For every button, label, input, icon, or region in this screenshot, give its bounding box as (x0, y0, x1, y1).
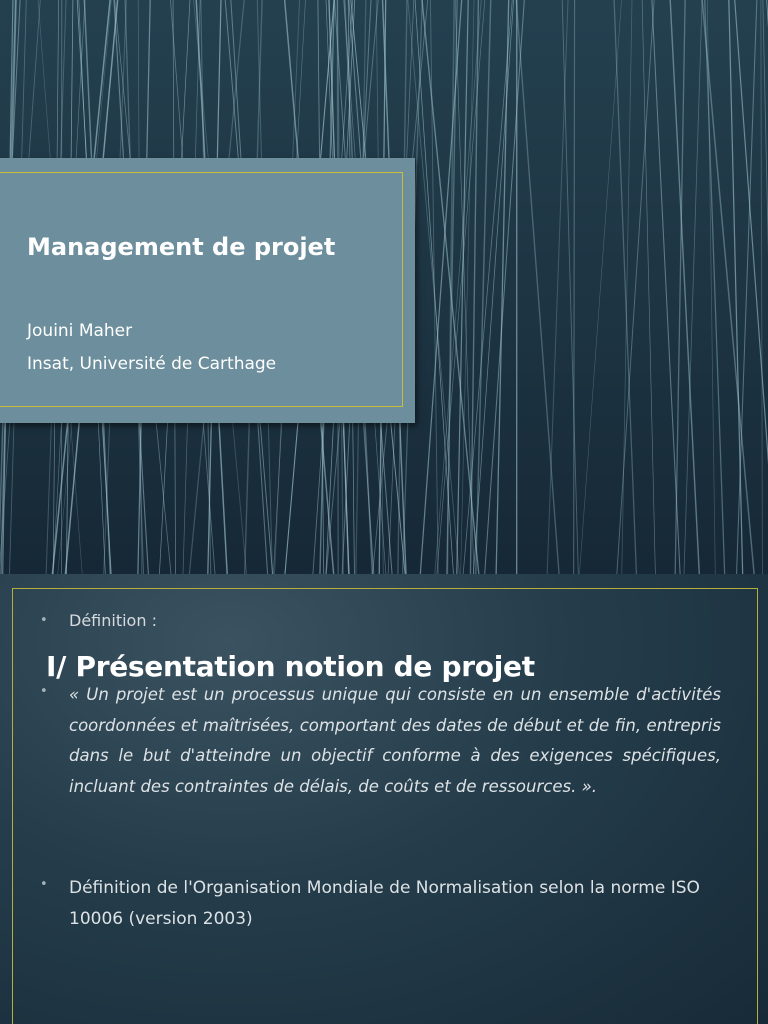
background-line (761, 0, 763, 574)
bullet-marker: • (40, 877, 48, 892)
definition-quote: « Un projet est un processus unique qui consiste en un ensemble d'activités coordonnées et maîtrisées, comportant des dates de début et de fin, entrepris dans le but d'atteindre un objectif conforme à des exigences spécifiques, incluant des contraintes de délais, de coûts et de ressources. ». (69, 685, 721, 796)
background-line (614, 0, 637, 574)
bullet-marker: • (40, 684, 48, 699)
background-line (547, 0, 569, 574)
background-line (684, 0, 703, 574)
background-line (763, 0, 768, 574)
background-line (473, 0, 515, 574)
definition-source: Définition de l'Organisation Mondiale de Normalisation selon la norme ISO 10006 (version 2003) (69, 878, 700, 929)
background-line (430, 0, 438, 574)
background-line (516, 0, 560, 574)
content-slide (0, 574, 768, 1024)
background-line (670, 0, 700, 574)
background-line (622, 0, 633, 574)
slide-heading: I/ Présentation notion de projet (46, 650, 535, 683)
author-name: Jouini Maher (27, 321, 133, 341)
title-box (0, 158, 415, 423)
presentation-title: Management de projet (27, 233, 336, 261)
background-line (704, 0, 725, 574)
institution-name: Insat, Université de Carthage (27, 354, 277, 374)
background-line (496, 0, 509, 574)
background-line (420, 0, 463, 574)
bullet-marker: • (40, 613, 48, 628)
background-line (675, 0, 685, 574)
background-line (579, 0, 623, 574)
definition-label: Définition : (69, 611, 157, 630)
background-line (574, 0, 575, 574)
